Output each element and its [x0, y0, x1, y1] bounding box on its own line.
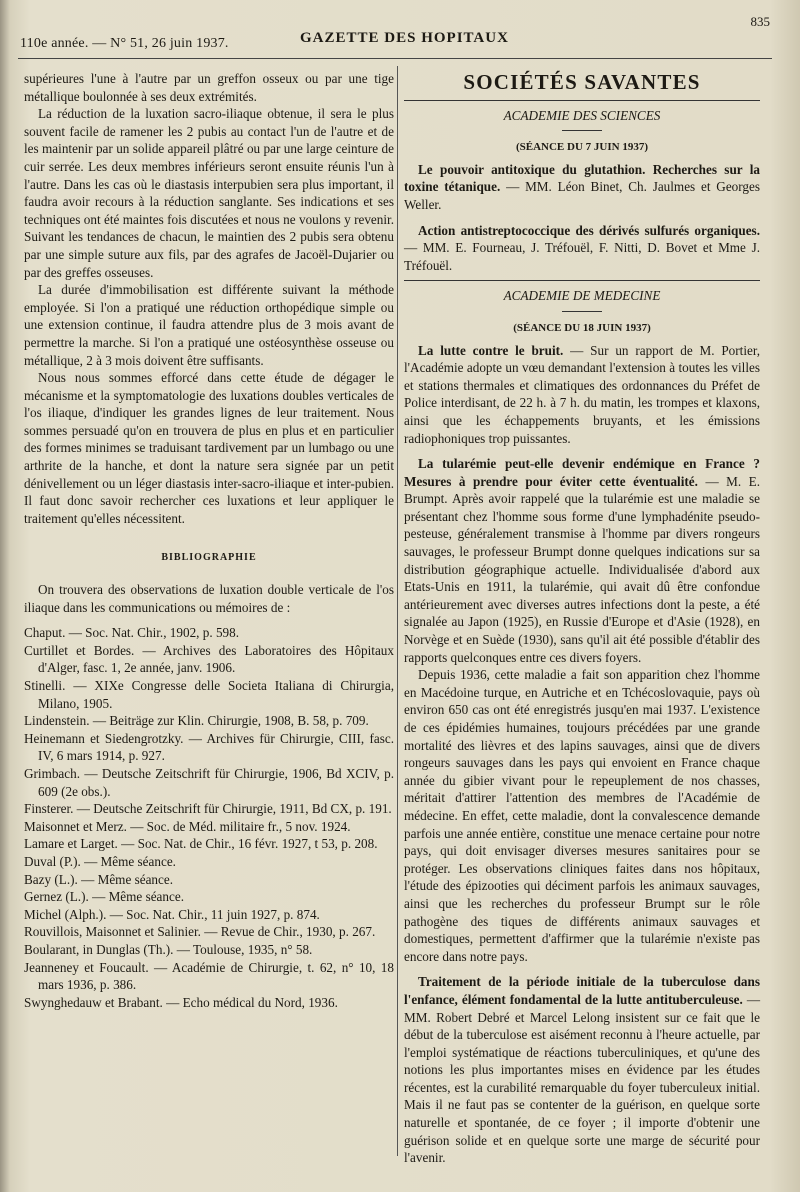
- article-sciences-1: [404, 161, 760, 214]
- section-title: SOCIÉTÉS SAVANTES: [463, 70, 701, 94]
- article-title: Traitement de la période initiale de la tuberculose dans l'enfance, élément fondamental de la lutte antituberculeuse.: [404, 974, 760, 1007]
- reference-item: Heinemann et Siedengrotzky. — Archives für Chirurgie, CIII, fasc. IV, 6 mars 1914, p. 927.: [24, 730, 394, 764]
- reference-item: Gernez (L.). — Même séance.: [24, 889, 185, 905]
- academy-sciences-heading: ACADEMIE DES SCIENCES: [503, 107, 661, 123]
- left-column: [24, 70, 394, 1011]
- reference-item: Lindenstein. — Beiträge zur Klin. Chirurgie, 1908, B. 58, p. 709.: [24, 713, 369, 729]
- reference-item: Swynghedauw et Brabant. — Echo médical du Nord, 1936.: [24, 994, 338, 1010]
- header-rule: [18, 58, 772, 59]
- reference-item: Chaput. — Soc. Nat. Chir., 1902, p. 598.: [24, 625, 240, 641]
- article-medecine-3: [404, 973, 760, 1167]
- reference-item: Michel (Alph.). — Soc. Nat. Chir., 11 juin 1927, p. 874.: [24, 906, 320, 922]
- short-rule: [562, 130, 602, 131]
- article-sciences-2: [404, 222, 760, 275]
- right-column: [404, 70, 760, 1167]
- academy-medecine-heading: ACADEMIE DE MEDECINE: [503, 288, 661, 304]
- article-title: La tularémie peut-elle devenir endémique en France ? Mesures à prendre pour éviter cette éventualité.: [404, 456, 760, 489]
- column-divider: [397, 66, 398, 1156]
- reference-item: Bazy (L.). — Même séance.: [24, 871, 174, 887]
- reference-item: Curtillet et Bordes. — Archives des Laboratoires des Hôpitaux d'Alger, fasc. 1, 2e année, janv. 1906.: [24, 642, 394, 676]
- reference-item: Lamare et Larget. — Soc. Nat. de Chir., 16 févr. 1927, t 53, p. 208.: [24, 836, 378, 852]
- issue-line: 110e année. — N° 51, 26 juin 1937.: [20, 36, 229, 51]
- paragraph: La durée d'immobilisation est différente suivant la méthode employée. Si l'on a pratiqué une réduction orthopédique simple ou une extension continue, il faudra attendre plus de 3 mois avant de permettre la marche. Si l'on a pratiqué une ostéosynthèse osseuse ou métallique, 2 à 3 mois doivent être suffisants.: [24, 282, 394, 368]
- reference-item: Jeanneney et Foucault. — Académie de Chirurgie, t. 62, n° 10, 18 mars 1936, p. 386.: [24, 959, 394, 993]
- section-rule: [404, 280, 760, 281]
- article-paragraph: Depuis 1936, cette maladie a fait son apparition chez l'homme en Macédoine turque, en Autriche et en Tchécoslovaquie, pays où environ 650 cas ont été enregistrés jusqu'en mai 1937. L'existence de ces épidémies humaines, toujours précédées par une grande mortalité des lièvres et des lapins sauvages, ainsi que de divers rongeurs sauvages dans les pays qui envoient en France chaque année du gibier vivant pour le repeuplement de nos chasses, méritait d'attirer l'attention des membres de l'Académie de médecine. En effet, cette maladie, dont la convalescence demande parfois une année entière, constitue une menace certaine pour notre pays, qui doit envisager diverses mesures sanitaires pour se protéger. Les observations cliniques faites dans nos hôpitaux, l'étude des épizooties qui déciment parfois les animaux sauvages, ainsi que les recherches du professeur Brumpt sur le rôle pathogène des tiques de différents animaux sauvages et domestiques, permettent d'affirmer que la tularémie n'existe pas encore dans notre pays.: [404, 667, 760, 964]
- article-authors: — MM. Léon Binet, Ch. Jaulmes et Georges Weller.: [404, 179, 761, 212]
- reference-item: Grimbach. — Deutsche Zeitschrift für Chirurgie, 1906, Bd XCIV, p. 609 (2e obs.).: [24, 765, 394, 799]
- bibliography-intro: On trouvera des observations de luxation double verticale de l'os iliaque dans les communications ou mémoires de :: [24, 582, 394, 615]
- journal-title: GAZETTE DES HOPITAUX: [300, 30, 509, 46]
- bibliography-heading: BIBLIOGRAPHIE: [161, 552, 257, 564]
- article-authors: — MM. E. Fourneau, J. Tréfouël, F. Nitti, D. Bovet et Mme J. Tréfouël.: [404, 240, 760, 273]
- paragraph: supérieures l'une à l'autre par un greffon osseux ou par une tige métallique boulonnée à ses deux extrémités.: [24, 71, 394, 104]
- article-medecine-1: [404, 342, 760, 448]
- short-rule: [562, 311, 602, 312]
- reference-item: Stinelli. — XIXe Congresse delle Societa Italiana di Chirurgia, Milano, 1905.: [24, 678, 394, 711]
- page-header: [20, 14, 770, 54]
- article-title: Action antistreptococcique des dérivés sulfurés organiques.: [418, 222, 760, 238]
- paragraph: Nous nous sommes efforcé dans cette étude de dégager le mécanisme et la symptomatologie des luxations doubles verticales de l'os iliaque, d'indiquer les grandes lignes de leur traitement. Nous sommes persuadé qu'on en trouvera de plus en plus et en particulier des formes minimes se traduisant tardivement par un lumbago ou une arthrite de la hanche, et dont la nature sera signée par un petit dénivellement ou un léger diastasis inter-sacro-iliaque et inter-pubien. Il faut donc savoir rechercher ces luxations et leur appliquer le traitement qu'elles nécessitent.: [24, 370, 394, 526]
- reference-item: Finsterer. — Deutsche Zeitschrift für Chirurgie, 1911, Bd CX, p. 191.: [24, 801, 392, 817]
- article-medecine-2: [404, 455, 760, 666]
- paragraph: La réduction de la luxation sacro-iliaque obtenue, il sera le plus souvent facile de ramener les 2 pubis au contact l'un de l'autre et de les maintenir par un solide appareil plâtré ou par une large ceinture de cuir serrée. Les deux membres inférieurs seront ensuite réunis l'un à l'autre. Dans les cas où le diastasis interpubien sera plus important, il faudra avoir recours à la réduction sanglante. Ses indications et ses techniques ont été maintes fois discutées et nous ne voulons y revenir. Suivant les tendances de chacun, le maintien des 2 pubis sera obtenu par une simple suture aux fils, par des agrafes de Jacoël-Dujarier ou par des greffes osseuses.: [24, 106, 394, 280]
- article-text: — Sur un rapport de M. Portier, l'Académie adopte un vœu demandant l'extension à toutes les villes et stations thermales et climatiques des ordonnances du Préfet de Police interdisant, de 22 h. à 7 h. du matin, les trompes et klaxons, ainsi que les échappements bruyants, et les émissions radiophoniques trop puissantes.: [404, 342, 761, 446]
- article-text: — MM. Robert Debré et Marcel Lelong insistent sur ce fait que le début de la tuberculose est aisément reconnu à l'heure actuelle, par l'emploi systématique de réactions tuberculiniques, et qu'une des notions les plus importantes mises en évidence par les études récentes, est la curabilité remarquable du foyer tuberculeux initial. Mais il ne faut pas se contenter de la guérison, en quelque sorte naturelle et spontanée, de ce foyer ; il importe d'obtenir une guérison solide et en quelque sorte une marge de sécurité pour l'avenir.: [404, 991, 760, 1166]
- article-title: Le pouvoir antitoxique du glutathion. Recherches sur la toxine tétanique.: [404, 161, 760, 195]
- reference-item: Maisonnet et Merz. — Soc. de Méd. militaire fr., 5 nov. 1924.: [24, 818, 351, 834]
- reference-item: Rouvillois, Maisonnet et Salinier. — Revue de Chir., 1930, p. 267.: [24, 924, 376, 940]
- session-date: (SÉANCE DU 18 JUIN 1937): [513, 321, 651, 334]
- page-number: 835: [750, 14, 770, 29]
- section-rule: [404, 100, 760, 101]
- article-text: — M. E. Brumpt. Après avoir rappelé que la tularémie est une maladie se présentant chez l'homme sous forme d'une lymphadénite pseudo-pesteuse, généralement transmise à l'homme par divers rongeurs sauvages, le professeur Brumpt donne quelques indications sur sa distribution géographique actuelle. Individualisée d'abord aux Etats-Unis en 1911, la tularémie, qui avait dû être confondue antérieurement avec diverses autres infections dont la peste, a été signalée au Japon (1925), en Russie d'Europe et d'Asie (1928), en Norvège et en Suède (1930), sans qu'il ait été possible d'établir des rapports quelconques entre ces divers foyers.: [404, 473, 761, 665]
- reference-item: Boularant, in Dunglas (Th.). — Toulouse, 1935, n° 58.: [24, 941, 313, 957]
- reference-item: Duval (P.). — Même séance.: [24, 853, 176, 869]
- session-date: (SÉANCE DU 7 JUIN 1937): [515, 141, 648, 154]
- article-title: La lutte contre le bruit.: [418, 342, 564, 358]
